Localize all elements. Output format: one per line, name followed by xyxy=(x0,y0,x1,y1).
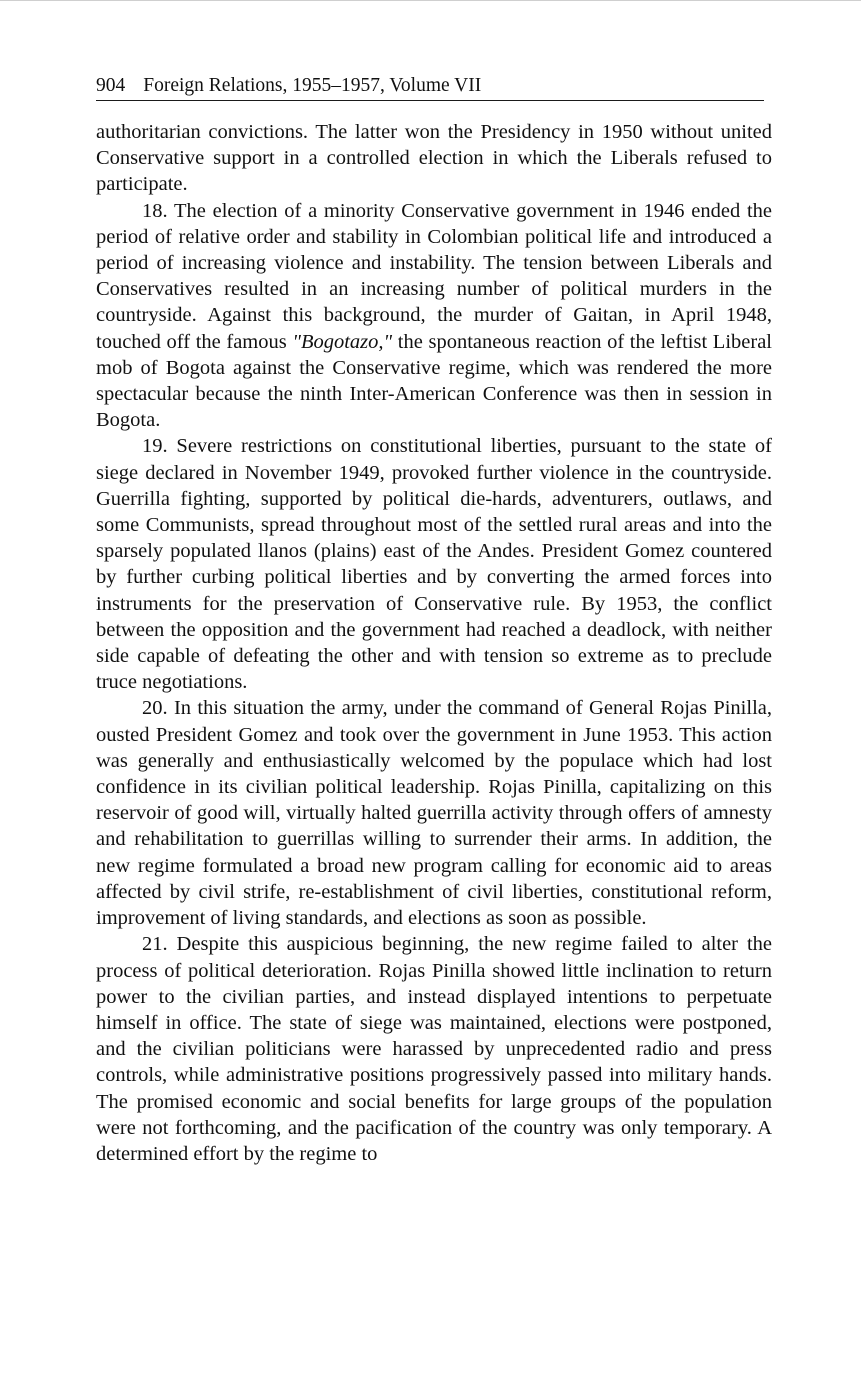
body-text xyxy=(96,119,772,1167)
scan-edge-line xyxy=(0,0,861,1)
running-title: Foreign Relations, 1955–1957, Volume VII xyxy=(143,75,482,96)
paragraph-21: 21. Despite this auspicious beginning, the new regime failed to alter the process of political deterioration. Rojas Pinilla showed little inclination to return power to the civilian parties, and instead displayed intentions to perpetuate himself in office. The state of siege was maintained, elections were postponed, and the civilian politicians were harassed by unprecedented radio and press controls, while administrative positions progressively passed into military hands. The promised economic and social benefits for large groups of the population were not forthcoming, and the pacification of the country was only temporary. A determined effort by the regime to xyxy=(96,933,772,1165)
page-number: 904 xyxy=(96,75,126,96)
paragraph-20: 20. In this situation the army, under the command of General Rojas Pinilla, ousted President Gomez and took over the government in June 1953. This action was generally and enthusiastically welcomed by the populace which had lost confidence in its civilian political leadership. Rojas Pinilla, capitalizing on this reservoir of good will, virtually halted guerrilla activity through offers of amnesty and rehabilitation to guerrillas willing to surrender their arms. In addition, the new regime formulated a broad new program calling for economic aid to areas affected by civil strife, re-establishment of civil liberties, constitutional reform, improvement of living standards, and elections as soon as possible. xyxy=(96,697,772,930)
running-head xyxy=(96,74,764,101)
paragraph-18-italic-term: "Bogotazo," xyxy=(292,330,393,353)
paragraph-18 xyxy=(96,198,772,434)
paragraph-18-text-after: the spontaneous reaction of the leftist Liberal mob of Bogota against the Conservative regime, which was rendered the more spectacular because the ninth Inter-American Conference was then in session in Bogota. xyxy=(96,330,772,432)
paragraph-19: 19. Severe restrictions on constitutional liberties, pursuant to the state of siege declared in November 1949, provoked further violence in the countryside. Guerrilla fighting, supported by political die-hards, adventurers, outlaws, and some Communists, spread throughout most of the settled rural areas and into the sparsely populated llanos (plains) east of the Andes. President Gomez countered by further curbing political liberties and by converting the armed forces into instruments for the preservation of Conservative rule. By 1953, the conflict between the opposition and the government had reached a deadlock, with neither side capable of defeating the other and with tension so extreme as to preclude truce negotiations. xyxy=(96,435,772,694)
paragraph-18-text-before: 18. The election of a minority Conservative government in 1946 ended the period of relative order and stability in Colombian political life and introduced a period of increasing violence and instability. The tension between Liberals and Conservatives resulted in an increasing number of political murders in the countryside. Against this background, the murder of Gaitan, in April 1948, touched off the famous xyxy=(96,199,772,353)
paragraph-continuation: authoritarian convictions. The latter won the Presidency in 1950 without united Conservative support in a controlled election in which the Liberals refused to participate. xyxy=(96,121,772,196)
